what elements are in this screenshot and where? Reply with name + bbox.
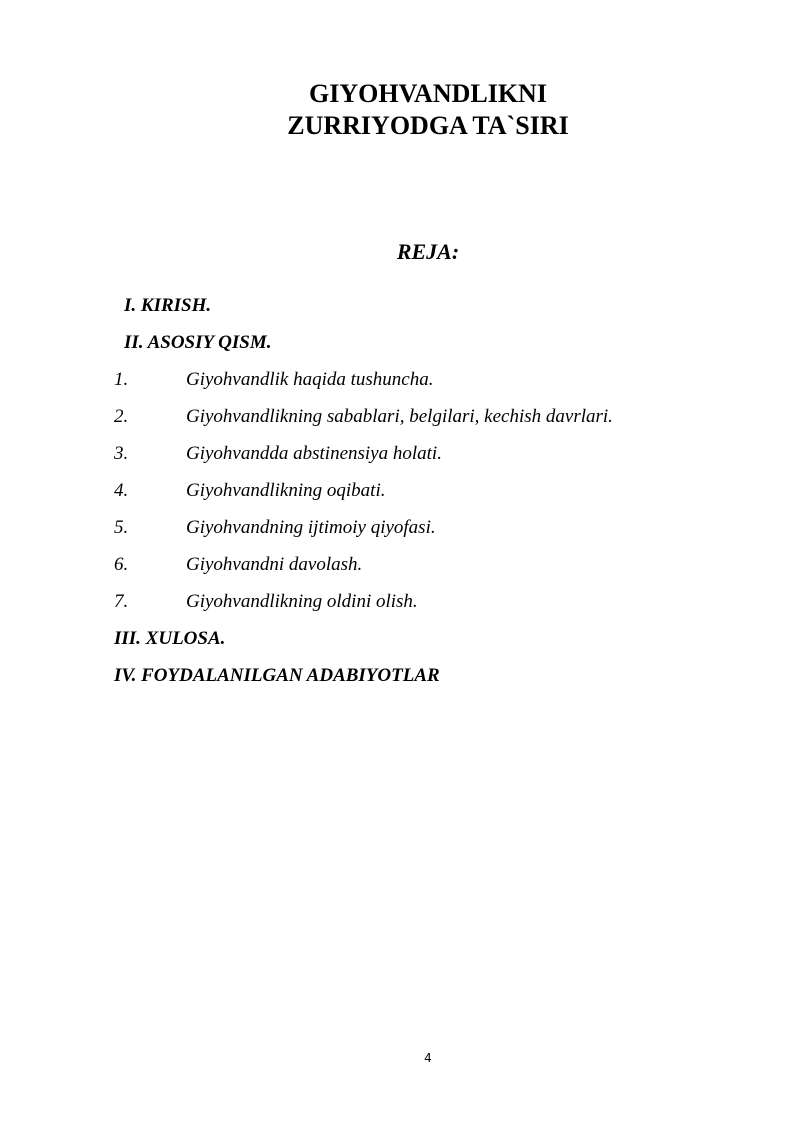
list-item xyxy=(114,516,714,540)
list-item-number: 4. xyxy=(114,480,129,501)
document-title xyxy=(0,78,800,142)
list-item-number: 3. xyxy=(114,443,129,464)
title-line-1: GIYOHVANDLIKNI xyxy=(309,79,547,108)
list-item xyxy=(114,553,714,577)
list-item-number: 7. xyxy=(114,591,129,612)
list-item-text: Giyohvandlikning oqibati. xyxy=(186,480,386,501)
list-item-number: 5. xyxy=(114,517,129,538)
title-line-2: ZURRIYODGA TA`SIRI xyxy=(287,111,569,140)
list-item xyxy=(114,405,714,429)
list-item xyxy=(114,442,714,466)
list-item-text: Giyohvandni davolash. xyxy=(186,554,363,575)
list-item xyxy=(114,368,714,392)
list-item-text: Giyohvandda abstinensiya holati. xyxy=(186,443,442,464)
list-item xyxy=(114,479,714,503)
section-intro: I. KIRISH. xyxy=(124,295,212,316)
list-item-text: Giyohvandning ijtimoiy qiyofasi. xyxy=(186,517,436,538)
list-item-number: 1. xyxy=(114,369,129,390)
list-item-number: 2. xyxy=(114,406,129,427)
list-item-text: Giyohvandlikning sabablari, belgilari, kechish davrlari. xyxy=(186,406,613,427)
list-item xyxy=(114,590,714,614)
section-references: IV. FOYDALANILGAN ADABIYOTLAR xyxy=(114,665,440,686)
list-item-text: Giyohvandlikning oldini olish. xyxy=(186,591,418,612)
list-item-number: 6. xyxy=(114,554,129,575)
section-conclusion: III. XULOSA. xyxy=(114,628,226,649)
section-main: II. ASOSIY QISM. xyxy=(124,332,272,353)
page-number: 4 xyxy=(424,1051,432,1065)
plan-heading: REJA: xyxy=(396,239,460,264)
list-item-text: Giyohvandlik haqida tushuncha. xyxy=(186,369,434,390)
